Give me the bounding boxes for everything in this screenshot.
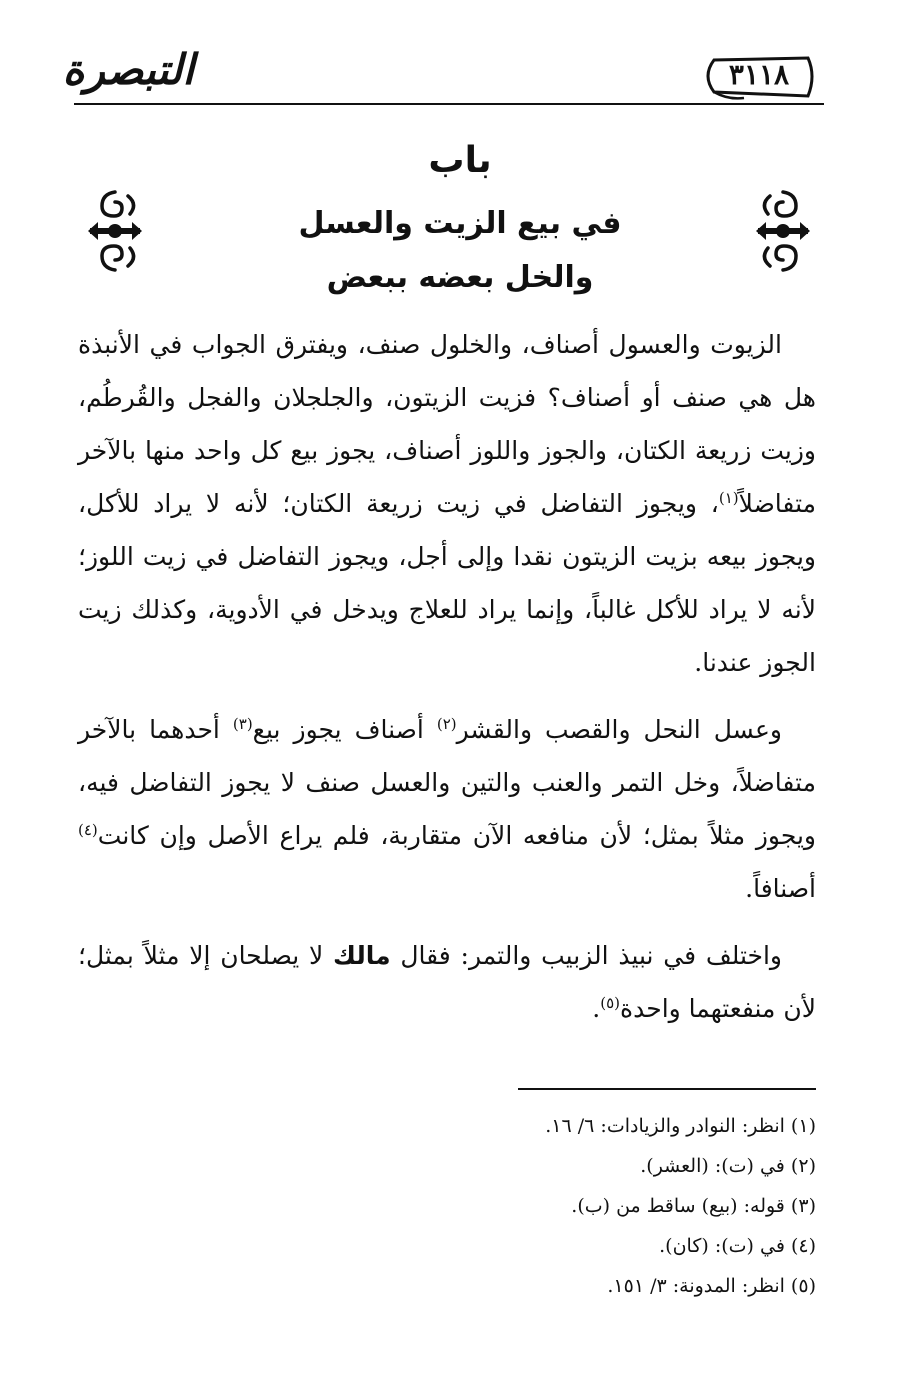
- body-text: [78, 318, 816, 1049]
- footnote-ref-5[interactable]: (٥): [600, 994, 621, 1012]
- footnote-3: (٣) قوله: (بيع) ساقط من (ب).: [571, 1195, 816, 1217]
- page-number: ٣١١٨: [728, 58, 790, 91]
- footnotes: [300, 1106, 816, 1306]
- paragraph-2: وعسل النحل والقصب والقشر$^{(٢)}$ أصناف يجوز بيع$^{(٣)}$ أحدهما بالآخر متفاضلاً، وخل التمر والعنب والتين والعسل صنف لا يجوز التفاضل فيه، ويجوز مثلاً بمثل؛ لأن منافعه الآن متقاربة، فلم يراع الأصل وإن كانت$^{(٤)}$ أصنافاً.: [78, 715, 816, 903]
- page-number-badge: [700, 52, 818, 102]
- chapter-title-line-2: والخل بعضه ببعض: [326, 260, 594, 295]
- arabesque-ornament-icon: [84, 186, 146, 276]
- footnote-ref-1[interactable]: (١): [718, 489, 739, 507]
- paragraph-1: الزيوت والعسول أصناف، والخلول صنف، ويفترق الجواب في الأنبذة هل هي صنف أو أصناف؟ فزيت الزيتون، والجلجلان والفجل والقُرطُم، وزيت زريعة الكتان، والجوز واللوز أصناف، يجوز بيع كل واحد منها بالآخر متفاضلاً$^{(١)}$، ويجوز التفاضل في زيت زريعة الكتان؛ لأنه لا يراد للأكل، ويجوز بيعه بزيت الزيتون نقدا وإلى أجل، ويجوز التفاضل في زيت اللوز؛ لأنه لا يراد للأكل غالباً، وإنما يراد للعلاج ويدخل في الأدوية، وكذلك زيت الجوز عندنا.: [78, 330, 816, 677]
- book-title: التبصرة: [62, 45, 194, 94]
- footnote-4: (٤) في (ت): (كان).: [659, 1235, 816, 1257]
- header-rule: [74, 103, 824, 105]
- footnote-5: (٥) انظر: المدونة: ٣/ ١٥١.: [607, 1275, 816, 1297]
- paragraph-3: واختلف في نبيذ الزبيب والتمر: فقال مالك لا يصلحان إلا مثلاً بمثل؛ لأن منفعتهما واحدة$^{(٥)}$.: [78, 941, 816, 1023]
- bold-name: مالك: [333, 941, 391, 970]
- footnote-rule: [518, 1088, 816, 1090]
- chapter-heading: باب: [428, 140, 492, 181]
- footnote-ref-4[interactable]: (٤): [78, 821, 98, 839]
- chapter-title-line-1: في بيع الزيت والعسل: [298, 206, 622, 241]
- footnote-2: (٢) في (ت): (العشر).: [640, 1155, 816, 1177]
- footnote-1: (١) انظر: النوادر والزيادات: ٦/ ١٦.: [545, 1115, 816, 1137]
- footnote-ref-2[interactable]: (٢): [436, 715, 457, 733]
- footnote-ref-3[interactable]: (٣): [232, 715, 253, 733]
- arabesque-ornament-icon: [752, 186, 814, 276]
